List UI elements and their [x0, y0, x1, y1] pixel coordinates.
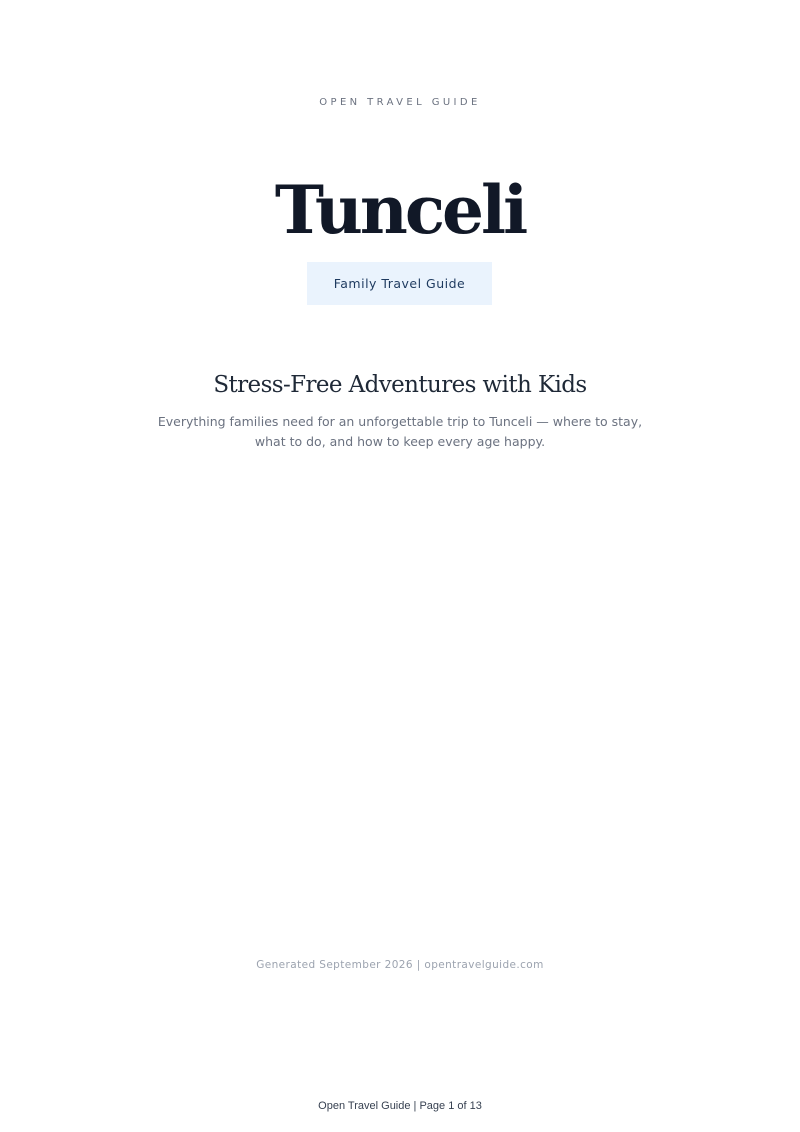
guide-type-badge: Family Travel Guide — [307, 262, 492, 305]
publisher-eyebrow: OPEN TRAVEL GUIDE — [319, 97, 481, 108]
generated-note: Generated September 2026 | opentravelguide.com — [256, 959, 544, 971]
guide-subtitle: Stress-Free Adventures with Kids — [213, 372, 587, 398]
guide-description: Everything families need for an unforgettable trip to Tunceli — where to stay, what to do, and how to keep every age happy. — [157, 414, 643, 449]
page-footer: Open Travel Guide | Page 1 of 13 — [318, 1100, 482, 1112]
guide-title: Tunceli — [274, 171, 526, 249]
